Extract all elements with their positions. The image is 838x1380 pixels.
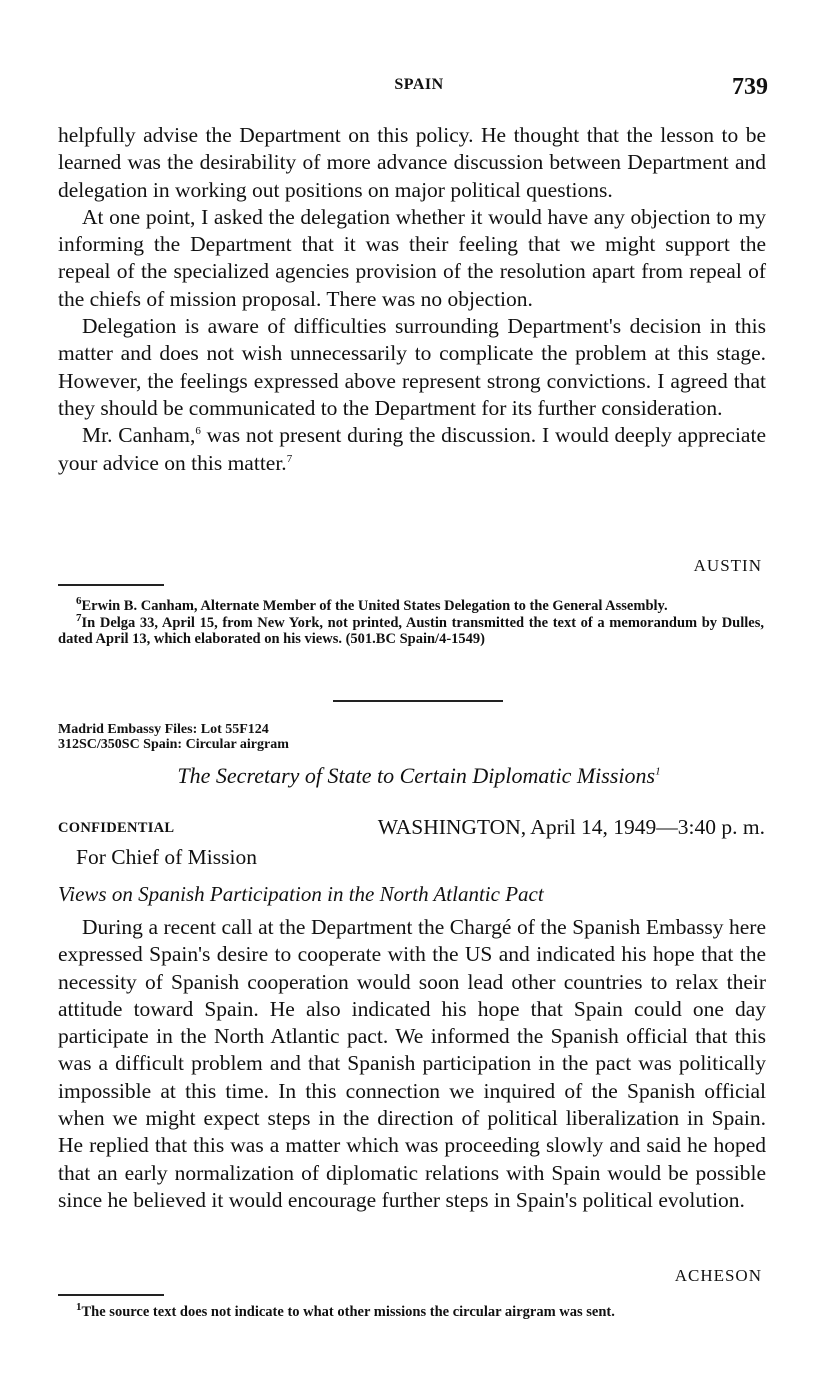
footnote-number: 6 (76, 595, 82, 608)
file-reference (58, 722, 289, 752)
classification: CONFIDENTIAL (58, 820, 175, 836)
signature-austin: AUSTIN (693, 556, 762, 575)
page-number: 739 (732, 74, 768, 100)
footnote (58, 1301, 764, 1321)
footnote-number: 7 (76, 611, 82, 624)
footnote-ref: 6 (195, 425, 201, 438)
paragraph: During a recent call at the Department the Chargé of the Spanish Embassy here expressed Spain's desire to cooperate with the US and indicated his hope that the necessity of Spanish cooperation would soon lead other countries to relax their attitude toward Spain. He also indicated his hope that Spain could one day participate in the North Atlantic pact. We informed the Spanish official that this was a difficult problem and that Spanish participation in the pact was politically impossible at this time. In this connection we inquired of the Spanish official when we might expect steps in the direction of political liberalization in Spain. He replied that this was a matter which was proceeding slowly and said he hoped that an early normalization of diplomatic relations with Spain would be possible since he believed it would encourage further steps in Spain's political evolution. (58, 915, 766, 1212)
section-divider (333, 700, 503, 702)
footnote-text: Erwin B. Canham, Alternate Member of the United States Delegation to the General Assembly. (81, 598, 668, 614)
footnote-number: 1 (76, 1301, 82, 1314)
subject-heading: Views on Spanish Participation in the North Atlantic Pact (58, 882, 544, 906)
document-title (0, 763, 838, 789)
austin-letter-body (58, 122, 766, 477)
paragraph: helpfully advise the Department on this policy. He thought that the lesson to be learned was the desirability of more advance discussion between Department and delegation in working out positions on major political questions. (58, 123, 766, 202)
dateline: WASHINGTON, April 14, 1949—3:40 p. m. (377, 815, 765, 839)
file-line: Madrid Embassy Files: Lot 55F124 (58, 722, 269, 737)
footnotes-section1 (58, 595, 764, 648)
footnote-ref: 1 (655, 765, 661, 778)
addressee: For Chief of Mission (76, 845, 257, 869)
file-line: 312SC/350SC Spain: Circular airgram (58, 737, 289, 752)
paragraph-text: was not present during the discussion. I would deeply appreciate your advice on this matter. (58, 423, 766, 475)
paragraph-text: Mr. Canham, (82, 423, 196, 448)
footnote (58, 611, 764, 648)
signature-acheson: ACHESON (674, 1266, 762, 1285)
paragraph: At one point, I asked the delegation whether it would have any objection to my informing the Department that it was their feeling that we might support the repeal of the specialized agencies provision of the resolution apart from repeal of the chiefs of mission proposal. There was no objection. (58, 204, 766, 311)
footnote-text: In Delga 33, April 15, from New York, not printed, Austin transmitted the text of a memorandum by Dulles, dated April 13, which elaborated on his views. (501.BC Spain/4-1549) (58, 614, 764, 647)
footnotes-section2 (58, 1301, 764, 1321)
paragraph (58, 422, 766, 477)
document-title-text: The Secretary of State to Certain Diplomatic Missions (177, 763, 656, 788)
footnote-text: The source text does not indicate to what other missions the circular airgram was sent. (81, 1304, 615, 1320)
paragraph: Delegation is aware of difficulties surrounding Department's decision in this matter and does not wish unnecessarily to complicate the problem at this stage. However, the feelings expressed above represent strong convictions. I agreed that they should be communicated to the Department for its further consideration. (58, 314, 766, 420)
footnote-ref: 7 (286, 452, 293, 465)
footnote (58, 595, 764, 615)
running-header: SPAIN (394, 76, 444, 93)
footnote-divider (58, 584, 164, 586)
footnote-divider (58, 1294, 164, 1296)
acheson-message-body (58, 914, 766, 1214)
